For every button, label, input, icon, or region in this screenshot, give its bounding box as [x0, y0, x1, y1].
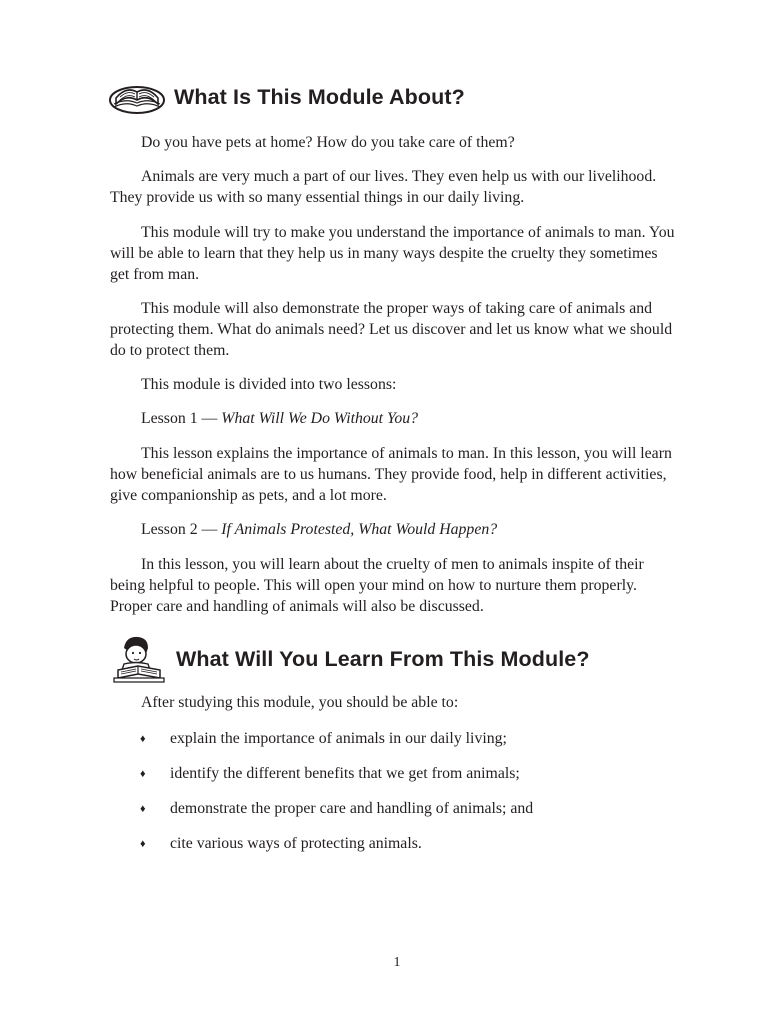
list-item-text: explain the importance of animals in our daily living;: [170, 730, 507, 747]
paragraph-text: Animals are very much a part of our lives. They even help us with our livelihood. They provide us with so many essential things in our daily living.: [110, 168, 657, 206]
paragraph: [110, 223, 678, 285]
diamond-bullet-icon: ♦: [140, 733, 146, 745]
paragraph: [110, 167, 678, 209]
paragraph: [110, 299, 678, 361]
lesson-2-prefix: Lesson 2 —: [141, 521, 222, 538]
list-item-text: demonstrate the proper care and handling of animals; and: [170, 800, 534, 817]
diamond-bullet-icon: ♦: [140, 803, 146, 815]
paragraph: [110, 133, 678, 154]
paragraph: [110, 693, 678, 714]
open-book-icon: [108, 78, 166, 116]
paragraph: [110, 555, 678, 617]
paragraph-text: This module will also demonstrate the proper ways of taking care of animals and protecting them. What do animals need? Let us discover and let us know what we should do to protect them.: [110, 300, 673, 359]
lesson-2-title: If Animals Protested, What Would Happen?: [221, 521, 498, 538]
section-heading-learn: [110, 634, 590, 684]
lesson-1-line: [110, 409, 678, 430]
list-item-text: cite various ways of protecting animals.: [170, 835, 422, 852]
lesson-1-prefix: Lesson 1 —: [141, 410, 222, 427]
paragraph-text: This lesson explains the importance of animals to man. In this lesson, you will learn how beneficial animals are to us humans. They provide food, help in different activities, give companionship as pets, and a lot more.: [110, 445, 672, 504]
paragraph-text: This module is divided into two lessons:: [141, 376, 397, 393]
objectives-list: [140, 729, 533, 869]
diamond-bullet-icon: ♦: [140, 768, 146, 780]
paragraph-text: After studying this module, you should be able to:: [141, 694, 459, 711]
list-item-text: identify the different benefits that we get from animals;: [170, 765, 520, 782]
paragraph-text: This module will try to make you understand the importance of animals to man. You will be able to learn that they help us in many ways despite the cruelty they sometimes get from man.: [110, 224, 675, 283]
heading-text: What Will You Learn From This Module?: [176, 646, 590, 671]
paragraph-text: In this lesson, you will learn about the cruelty of men to animals inspite of their being helpful to people. This will open your mind on how to nurture them properly. Proper care and handling of animals will also be discussed.: [110, 556, 644, 615]
diamond-bullet-icon: ♦: [140, 838, 146, 850]
list-item: [140, 764, 533, 799]
paragraph: [110, 444, 678, 506]
list-item: [140, 834, 533, 869]
student-reading-icon: [110, 634, 168, 684]
paragraph: [110, 375, 678, 396]
lesson-1-title: What Will We Do Without You?: [221, 410, 419, 427]
lesson-2-line: [110, 520, 678, 541]
heading-text: What Is This Module About?: [174, 84, 465, 109]
list-item: [140, 799, 533, 834]
section-heading-about: [108, 78, 465, 116]
paragraph-text: Do you have pets at home? How do you take care of them?: [141, 134, 515, 151]
page-number: 1: [393, 955, 401, 970]
list-item: [140, 729, 533, 764]
